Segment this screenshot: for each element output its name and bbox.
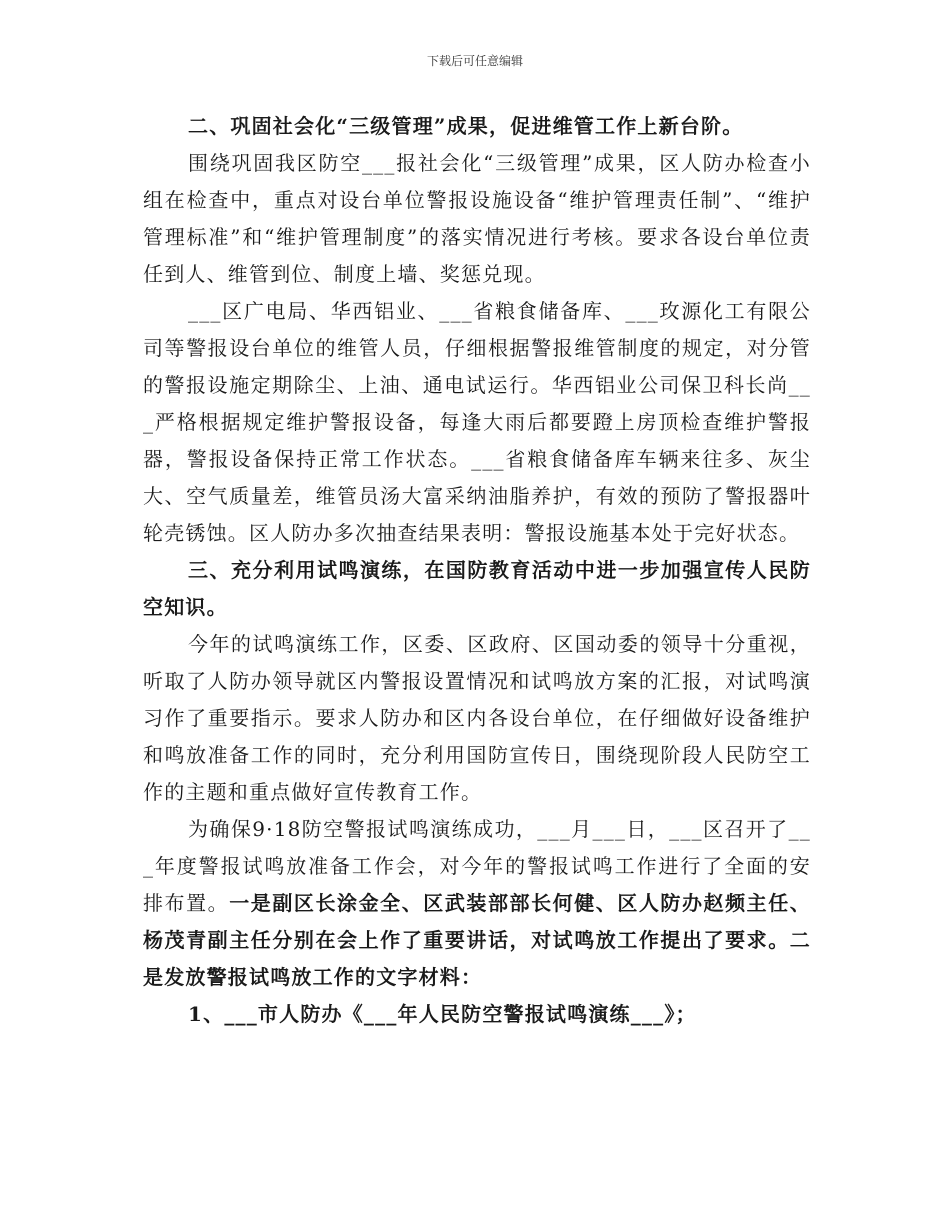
section-heading-2: 二、巩固社会化“三级管理”成果，促进维管工作上新台阶。	[188, 114, 744, 138]
paragraph-bold-text: 一是副区长涂金全、区武装部部长何健、区人防办赵频主任、杨茂青副主任分别在会上作了重要讲话，对试鸣放工作提出了要求。二是发放警报试鸣放工作的文字材料：	[143, 891, 811, 989]
paragraph-mixed	[143, 811, 811, 996]
paragraph: 围绕巩固我区防空___报社会化“三级管理”成果，区人防办检查小组在检查中，重点对设台单位警报设施设备“维护管理责任制”、“维护管理标准”和“维护管理制度”的落实情况进行考核。要求各设台单位责任到人、维管到位、制度上墙、奖惩兑现。	[143, 151, 811, 286]
paragraph: 今年的试鸣演练工作，区委、区政府、区国动委的领导十分重视，听取了人防办领导就区内警报设置情况和试鸣放方案的汇报，对试鸣演习作了重要指示。要求人防办和区内各设台单位，在仔细做好设备维护和鸣放准备工作的同时，充分利用国防宣传日，围绕现阶段人民防空工作的主题和重点做好宣传教育工作。	[143, 632, 811, 804]
list-item: 1、___市人防办《___年人民防空警报试鸣演练___》；	[188, 1002, 697, 1026]
document-body	[143, 108, 811, 1033]
paragraph: ___区广电局、华西铝业、___省粮食储备库、___玫源化工有限公司等警报设台单位的维管人员，仔细根据警报维管制度的规定，对分管的警报设施定期除尘、上油、通电试运行。华西铝业公司保卫科长尚___严格根据规定维护警报设备，每逢大雨后都要蹬上房顶检查维护警报器，警报设备保持正常工作状态。___省粮食储备库车辆来往多、灰尘大、空气质量差，维管员汤大富采纳油脂养护，有效的预防了警报器叶轮壳锈蚀。区人防办多次抽查结果表明：警报设施基本处于完好状态。	[143, 299, 811, 545]
section-heading-3: 三、充分利用试鸣演练，在国防教育活动中进一步加强宣传人民防空知识。	[143, 558, 811, 619]
paragraph-normal-text: 为确保9·18防空警报试鸣演练成功，___月___日，___区召开了___年度警报试鸣放准备工作会，对今年的警报试鸣工作进行了全面的安排布置。	[143, 817, 811, 915]
page-header: 下载后可任意编辑	[426, 54, 523, 68]
